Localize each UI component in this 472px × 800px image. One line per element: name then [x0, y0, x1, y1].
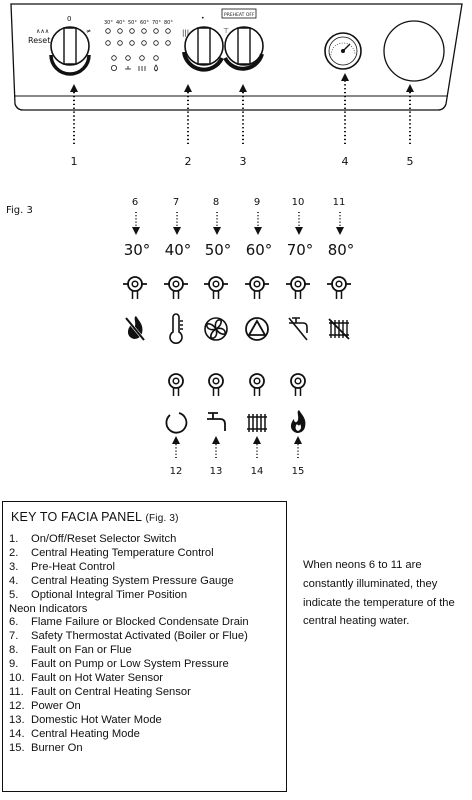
neon-lamp-14 — [250, 374, 264, 396]
key-title-ref: (Fig. 3) — [145, 513, 179, 524]
neon-lamp-11 — [327, 277, 351, 299]
neon-temp-80: 80° — [327, 241, 355, 259]
preheat-badge: PREHEAT OFF — [224, 13, 255, 18]
thermometer-icon — [170, 314, 183, 343]
callout-5: 5 — [406, 155, 414, 168]
neon-lamp-12 — [169, 374, 183, 396]
key-item: 12. Power On — [9, 699, 81, 712]
neon-lamp-13 — [209, 374, 223, 396]
callout-3: 3 — [239, 155, 247, 168]
neon-lamp-8 — [204, 277, 228, 299]
neon-number-13: 13 — [209, 466, 223, 477]
selector-mark-zero: 0 — [67, 15, 72, 23]
svg-text:30°: 30° — [104, 20, 113, 26]
neon-lamp-6 — [123, 277, 147, 299]
neon-lamp-15 — [291, 374, 305, 396]
callout-1: 1 — [70, 155, 78, 168]
reset-label: Reset — [28, 36, 51, 45]
power-icon — [166, 413, 186, 433]
key-box — [2, 501, 287, 792]
key-item: 15. Burner On — [9, 741, 83, 754]
key-item: 14. Central Heating Mode — [9, 727, 140, 740]
key-item: 5. Optional Integral Timer Position — [9, 588, 188, 601]
neon-number-14: 14 — [250, 466, 264, 477]
neon-lamps-top — [123, 277, 351, 299]
neon-number-10: 10 — [291, 197, 305, 208]
key-item: 2. Central Heating Temperature Control — [9, 546, 214, 559]
svg-text:80°: 80° — [164, 20, 173, 26]
figure-label: Fig. 3 — [6, 205, 33, 216]
neon-temp-60: 60° — [245, 241, 273, 259]
neon-number-labels — [132, 197, 346, 208]
key-title-text: KEY TO FACIA PANEL — [11, 510, 142, 524]
pressure-gauge — [325, 33, 361, 69]
key-title — [11, 510, 280, 524]
key-item: 6. Flame Failure or Blocked Condensate Drain — [9, 616, 249, 629]
key-control-list — [9, 533, 280, 603]
neon-number-labels-bottom — [170, 466, 305, 477]
neon-number-15: 15 — [291, 466, 305, 477]
timer-position — [384, 21, 444, 81]
key-neon-list — [9, 616, 280, 755]
neon-lamps-bottom — [169, 374, 305, 396]
key-item: 10. Fault on Hot Water Sensor — [9, 672, 164, 685]
pump-icon — [246, 318, 268, 340]
key-item: 7. Safety Thermostat Activated (Boiler or Flue) — [9, 630, 248, 643]
flame-crossed-icon — [126, 316, 144, 340]
svg-text:•: • — [201, 15, 205, 22]
key-item: 9. Fault on Pump or Low System Pressure — [9, 658, 229, 671]
flame-icon — [291, 410, 305, 433]
neon-down-arrows — [136, 212, 340, 231]
callout-2: 2 — [184, 155, 192, 168]
key-item: 13. Domestic Hot Water Mode — [9, 713, 162, 726]
svg-text:50°: 50° — [128, 20, 137, 26]
radiator-crossed-icon — [329, 319, 349, 339]
neon-number-12: 12 — [169, 466, 183, 477]
neon-up-arrows — [176, 440, 298, 458]
selector-mark-heating: ∧∧∧ — [36, 28, 50, 35]
neon-number-6: 6 — [131, 197, 139, 208]
tap-crossed-icon — [289, 318, 307, 340]
tap-icon — [207, 413, 225, 431]
fan-icon — [205, 318, 227, 340]
neon-lamp-9 — [245, 277, 269, 299]
neon-lamp-10 — [286, 277, 310, 299]
svg-text:|||: ||| — [182, 29, 190, 37]
svg-text:60°: 60° — [140, 20, 149, 26]
key-item: 1. On/Off/Reset Selector Switch — [9, 533, 177, 545]
neon-indicators-subheading: Neon Indicators — [9, 602, 88, 615]
key-item: 3. Pre-Heat Control — [9, 560, 115, 573]
radiator-icon — [247, 414, 267, 432]
neon-number-7: 7 — [172, 197, 180, 208]
neon-temp-30: 30° — [123, 241, 151, 259]
key-item: 4. Central Heating System Pressure Gauge — [9, 574, 234, 587]
neon-number-9: 9 — [253, 197, 261, 208]
callout-4: 4 — [341, 155, 349, 168]
neon-temperature-labels — [124, 241, 355, 259]
neon-lamp-7 — [164, 277, 188, 299]
svg-text:40°: 40° — [116, 20, 125, 26]
svg-text:70°: 70° — [152, 20, 161, 26]
neon-temp-40: 40° — [164, 241, 192, 259]
key-item: 11. Fault on Central Heating Sensor — [9, 685, 191, 698]
selector-mark-water: ≠ — [86, 28, 92, 35]
neon-temperature-note: When neons 6 to 11 are constantly illuminated, they indicate the temperature of the central heating water. — [303, 559, 455, 628]
neon-number-8: 8 — [212, 197, 220, 208]
key-item: 8. Fault on Fan or Flue — [9, 644, 132, 657]
svg-text:⊤: ⊤ — [223, 27, 230, 35]
neon-temp-70: 70° — [286, 241, 314, 259]
neon-temp-50: 50° — [204, 241, 232, 259]
neon-number-11: 11 — [332, 197, 346, 208]
